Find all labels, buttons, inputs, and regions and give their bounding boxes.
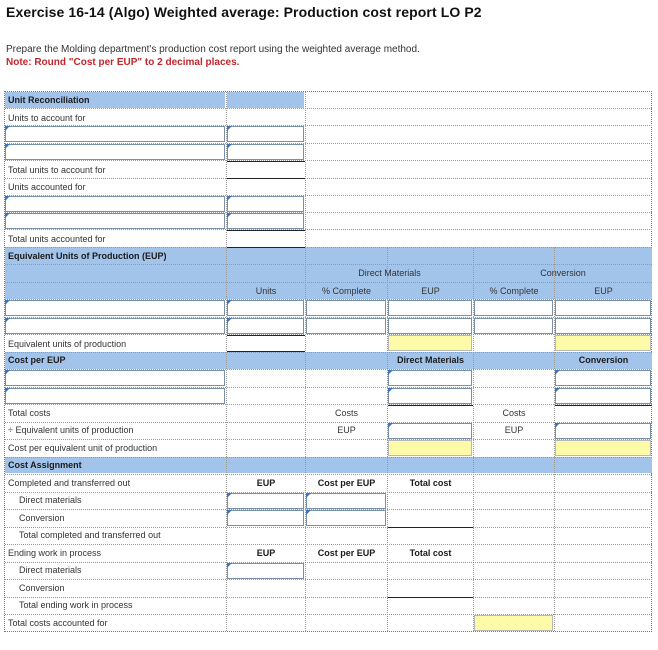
cost-row-2-conv-input[interactable] [555,388,651,404]
eup-row-2-units-input[interactable] [227,318,304,334]
ca-dm-eup-input-1[interactable] [227,493,304,509]
unit-reconciliation-heading: Unit Reconciliation [8,95,90,105]
page-title: Exercise 16-14 (Algo) Weighted average: Production cost report LO P2 [6,4,482,20]
dm-eup-label: EUP [337,425,356,435]
cost-row-1-dm-input[interactable] [388,370,472,386]
dm-eup-header: EUP [421,286,440,296]
eup-row-2-label-input[interactable] [5,318,225,334]
direct-materials-group-header: Direct Materials [358,268,421,278]
ca-dm-eup-input-2[interactable] [227,563,304,579]
divide-eup-label: ÷ Equivalent units of production [8,425,134,435]
total-units-accounted-for-label: Total units accounted for [8,234,106,244]
cost-row-1-conv-input[interactable] [555,370,651,386]
eup-row-1-label-input[interactable] [5,300,225,316]
cost-row-2-label-input[interactable] [5,388,225,404]
cost-conv-header: Conversion [578,355,629,365]
ending-wip-label: Ending work in process [8,548,102,558]
instructions: Prepare the Molding department's production cost report using the weighted average method. [6,44,420,55]
eup-row-1-conv-pct-input[interactable] [474,300,553,316]
cost-assignment-heading: Cost Assignment [8,460,82,470]
rounding-note: Note: Round "Cost per EUP" to 2 decimal places. [6,57,240,68]
conversion-group-header: Conversion [540,268,586,278]
cost-dm-header: Direct Materials [396,355,465,365]
conv-eup-label: EUP [504,425,524,435]
total-costs-accounted-label: Total costs accounted for [8,618,108,628]
total-units-to-account-for-label: Total units to account for [8,165,106,175]
eup-row-2-dm-eup-input[interactable] [388,318,472,334]
units-column-header: Units [255,286,277,296]
cost-per-equivalent-unit-label: Cost per equivalent unit of production [8,443,158,453]
ca-eup-header-2: EUP [256,548,276,558]
ca-total-cost-header-2: Total cost [409,548,452,558]
ca-conversion-label-2: Conversion [19,583,65,593]
dm-eup-divisor-input[interactable] [388,423,472,439]
units-to-account-label-input-1[interactable] [5,126,225,142]
conv-pct-complete-header: % Complete [489,286,539,296]
completed-transferred-label: Completed and transferred out [8,478,131,488]
cost-per-eup-heading: Cost per EUP [8,355,66,365]
ca-direct-materials-label-1: Direct materials [19,495,82,505]
eup-row-1-dm-eup-input[interactable] [388,300,472,316]
eup-row-2-conv-pct-input[interactable] [474,318,553,334]
eup-row-1-units-input[interactable] [227,300,304,316]
cost-row-2-dm-input[interactable] [388,388,472,404]
conv-eup-divisor-input[interactable] [555,423,651,439]
unit-reconciliation-header-cell [227,92,304,108]
units-accounted-value-input-2[interactable] [227,213,304,229]
conv-eup-header: EUP [594,286,613,296]
cost-row-1-label-input[interactable] [5,370,225,386]
total-ending-wip-label: Total ending work in process [19,600,133,610]
ca-eup-header-1: EUP [256,478,276,488]
conv-costs-label: Costs [502,408,526,418]
conv-cost-per-eup-cell [555,440,651,456]
eup-row-1-dm-pct-input[interactable] [306,300,386,316]
units-accounted-label-input-1[interactable] [5,196,225,212]
dm-costs-label: Costs [334,408,358,418]
conv-eup-total-cell [555,335,651,351]
units-accounted-value-input-1[interactable] [227,196,304,212]
ca-cost-per-eup-header-2: Cost per EUP [317,548,376,558]
eup-row-1-conv-eup-input[interactable] [555,300,651,316]
dm-cost-per-eup-cell [388,440,472,456]
ca-conv-cost-per-eup-input-1[interactable] [306,510,386,526]
equivalent-units-label: Equivalent units of production [8,339,127,349]
ca-total-cost-header-1: Total cost [409,478,452,488]
production-cost-report [4,91,652,632]
total-completed-transferred-label: Total completed and transferred out [19,530,161,540]
units-to-account-value-input-1[interactable] [227,126,304,142]
ca-conversion-label-1: Conversion [19,513,65,523]
dm-eup-total-cell [388,335,472,351]
units-to-account-for-label: Units to account for [8,113,86,123]
units-to-account-value-input-2[interactable] [227,144,304,160]
ca-cost-per-eup-header-1: Cost per EUP [317,478,376,488]
ca-conv-eup-input-1[interactable] [227,510,304,526]
total-costs-accounted-cell [474,615,553,631]
eup-row-2-conv-eup-input[interactable] [555,318,651,334]
eup-heading: Equivalent Units of Production (EUP) [8,251,167,261]
units-accounted-for-label: Units accounted for [8,182,86,192]
dm-pct-complete-header: % Complete [321,286,372,296]
total-costs-label: Total costs [8,408,51,418]
eup-row-2-dm-pct-input[interactable] [306,318,386,334]
units-accounted-label-input-2[interactable] [5,213,225,229]
ca-direct-materials-label-2: Direct materials [19,565,82,575]
units-to-account-label-input-2[interactable] [5,144,225,160]
ca-dm-cost-per-eup-input-1[interactable] [306,493,386,509]
